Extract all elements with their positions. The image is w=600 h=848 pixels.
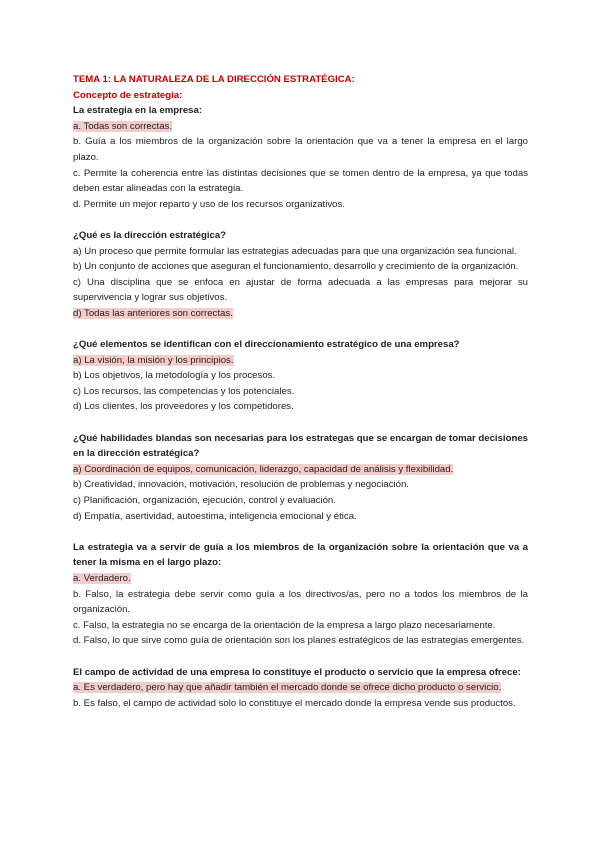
answer-option: c) Una disciplina que se enfoca en ajustar de forma adecuada a las empresas para mejorar su supervivencia y lograr sus objetivos. xyxy=(73,276,528,304)
option-line xyxy=(73,696,528,712)
option-line xyxy=(73,680,528,696)
correct-answer-option: a) La visión, la misión y los principios. xyxy=(73,354,234,366)
option-line xyxy=(73,509,528,525)
question-block xyxy=(73,103,528,212)
correct-answer-option: a. Es verdadero, pero hay que añadir también el mercado donde se ofrece dicho producto o servicio. xyxy=(73,682,502,694)
question-block xyxy=(73,665,528,712)
correct-answer-option: a. Todas son correctas. xyxy=(73,120,173,132)
option-line xyxy=(73,477,528,493)
option-line xyxy=(73,197,528,213)
answer-option: b. Es falso, el campo de actividad solo lo constituye el mercado donde la empresa vende sus productos. xyxy=(73,697,516,709)
option-line xyxy=(73,399,528,415)
question-text: ¿Qué habilidades blandas son necesarias para los estrategas que se encargan de tomar decisiones en la dirección estratégica? xyxy=(73,432,528,460)
question-text: El campo de actividad de una empresa lo constituye el producto o servicio que la empresa ofrece: xyxy=(73,666,521,678)
answer-option: b) Creatividad, innovación, motivación, resolución de problemas y negociación. xyxy=(73,479,409,491)
option-line xyxy=(73,462,528,478)
question-text: ¿Qué es la dirección estratégica? xyxy=(73,229,227,241)
answer-option: d) Empatía, asertividad, autoestima, inteligencia emocional y ética. xyxy=(73,510,357,522)
answer-option: d. Permite un mejor reparto y uso de los recursos organizativos. xyxy=(73,198,345,210)
question-block xyxy=(73,228,528,322)
document-page xyxy=(73,72,528,727)
option-line xyxy=(73,353,528,369)
document-title: TEMA 1: LA NATURALEZA DE LA DIRECCIÓN ESTRATÉGICA: xyxy=(73,74,355,85)
question-block xyxy=(73,431,528,525)
option-line xyxy=(73,618,528,634)
answer-option: b) Los objetivos, la metodología y los procesos. xyxy=(73,370,276,382)
question-block xyxy=(73,337,528,415)
question-text: La estrategia en la empresa: xyxy=(73,105,203,117)
answer-option: c) Planificación, organización, ejecución, control y evaluación. xyxy=(73,495,336,507)
section-heading: Concepto de estrategia: xyxy=(73,89,183,101)
option-line xyxy=(73,275,528,306)
option-line xyxy=(73,587,528,618)
answer-option: c. Permite la coherencia entre las distintas decisiones que se tomen dentro de la empresa, ya que todas deben estar alineadas con la estrategia. xyxy=(73,167,528,195)
answer-option: d. Falso, lo que sirve como guía de orientación son los planes estratégicos de las estrategias emergentes. xyxy=(73,635,525,647)
answer-option: c) Los recursos, las competencias y los potenciales. xyxy=(73,385,295,397)
answer-option: a) Un proceso que permite formular las estrategias adecuadas para que una organización sea funcional. xyxy=(73,245,517,257)
correct-answer-option: a. Verdadero. xyxy=(73,573,131,584)
option-line xyxy=(73,119,528,135)
correct-answer-option: a) Coordinación de equipos, comunicación, liderazgo, capacidad de análisis y flexibilidad. xyxy=(73,463,454,475)
option-line xyxy=(73,134,528,165)
option-line xyxy=(73,493,528,509)
option-line xyxy=(73,384,528,400)
option-line xyxy=(73,166,528,197)
question-text: La estrategia va a servir de guía a los miembros de la organización sobre la orientación que va a tener la misma en el largo plazo: xyxy=(73,541,528,569)
option-line xyxy=(73,633,528,649)
question-text: ¿Qué elementos se identifican con el direccionamiento estratégico de una empresa? xyxy=(73,339,460,351)
option-line xyxy=(73,306,528,322)
answer-option: c. Falso, la estrategia no se encarga de la orientación de la empresa a largo plazo necesariamente. xyxy=(73,619,496,631)
option-line xyxy=(73,244,528,260)
option-line xyxy=(73,259,528,275)
answer-option: b) Un conjunto de acciones que aseguran el funcionamiento, desarrollo y crecimiento de la organización. xyxy=(73,261,519,273)
answer-option: d) Los clientes, los proveedores y los competidores. xyxy=(73,401,294,413)
answer-option: b. Falso, la estrategia debe servir como guía a los directivos/as, pero no a todos los miembros de la organización. xyxy=(73,588,528,616)
question-list xyxy=(73,103,528,711)
correct-answer-option: d) Todas las anteriores son correctas. xyxy=(73,307,233,319)
question-block xyxy=(73,540,528,649)
option-line xyxy=(73,368,528,384)
option-line xyxy=(73,571,528,587)
answer-option: b. Guía a los miembros de la organización sobre la orientación que va a tener la empresa en el largo plazo. xyxy=(73,136,528,163)
